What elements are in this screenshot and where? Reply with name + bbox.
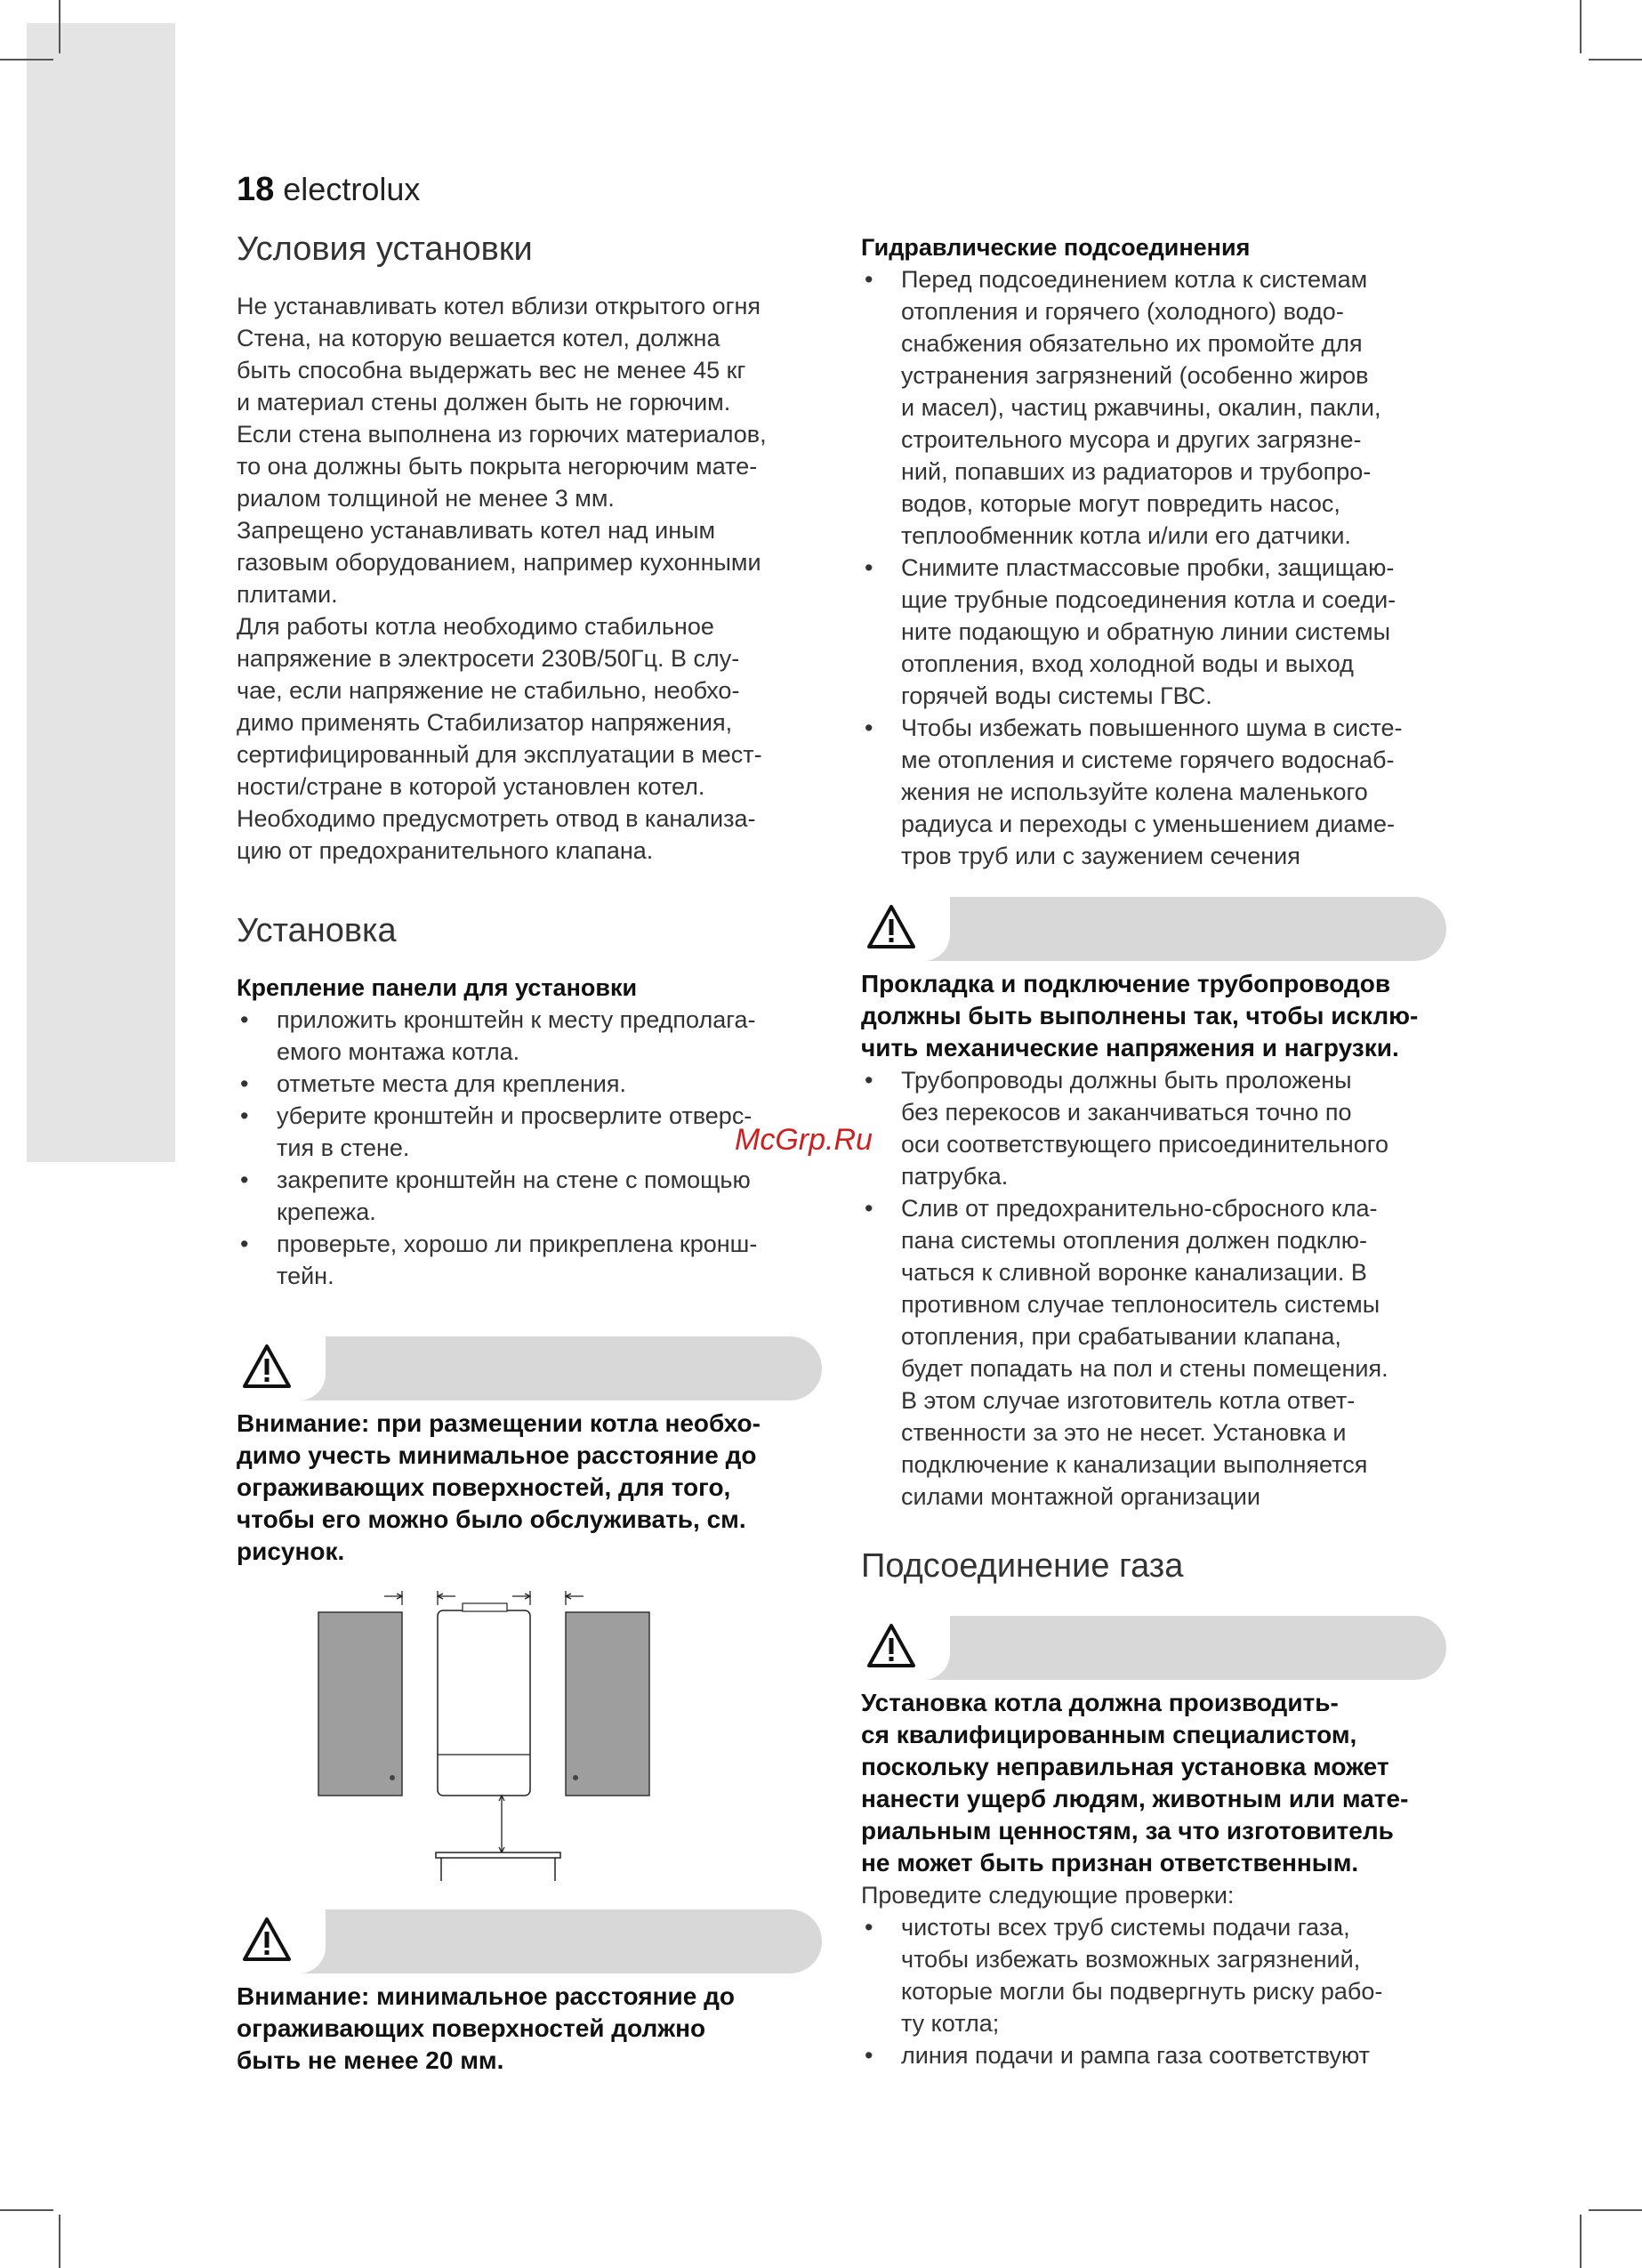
section-title: Подсоединение газа <box>861 1547 1184 1585</box>
conditions-text <box>237 290 824 867</box>
warning-bar <box>861 897 1446 961</box>
margin-bar <box>27 23 175 1162</box>
crop-mark <box>1589 2209 1642 2211</box>
hydraulic-steps <box>861 263 1448 872</box>
text-line: Необходимо предусмотреть отвод в канализа- <box>237 804 756 832</box>
section-hydraulic <box>861 231 1448 872</box>
text-line: ности/стране в которой установлен котел. <box>237 772 705 800</box>
text-line: и материал стены должен быть не горючим. <box>237 388 731 416</box>
text-line: Стена, на которую вешается котел, должна <box>237 324 720 351</box>
warning-icon <box>242 1917 292 1963</box>
warning-bar <box>237 1909 822 1973</box>
section-title: Условия установки <box>237 230 533 268</box>
warning-text: Прокладка и подключение трубопроводов должны быть выполнены так, чтобы исклю- чить механические напряжения и нагрузки. <box>861 970 1419 1061</box>
subsection-title: Гидравлические подсоединения <box>861 234 1251 261</box>
text-line: то она должны быть покрыта негорючим мате- <box>237 452 758 480</box>
pipes-steps <box>861 1064 1448 1513</box>
warning-icon <box>866 904 916 950</box>
text-line: цию от предохранительного клапана. <box>237 836 654 864</box>
text-line: Запрещено устанавливать котел над иным <box>237 516 716 544</box>
section-pipes <box>861 968 1448 1513</box>
warning-text: Установка котла должна производить- ся квалифицированным специалистом, поскольку неправильная установка может нанести ущерб людям, животным или мате- риальным ценностям, за что изготовитель не может быть признан ответственным. <box>861 1689 1409 1877</box>
warning-text: Внимание: при размещении котла необхо- димо учесть минимальное расстояние до ограживающих поверхностей, для того, чтобы его можно было обслуживать, см. рисунок. <box>237 1409 761 1565</box>
crop-mark <box>0 2209 53 2211</box>
list-item: • Трубопроводы должны быть проложены без перекосов и заканчиваться точно по оси соответствующего присоединительного патрубка. <box>861 1064 1448 1192</box>
watermark: McGrp.Ru <box>735 1123 873 1157</box>
brand-name: electrolux <box>283 171 421 207</box>
text-line: димо применять Стабилизатор напряжения, <box>237 708 733 736</box>
list-item: • проверьте, хорошо ли прикреплена кронш- тейн. <box>237 1228 824 1292</box>
list-item: • Перед подсоединением котла к системам отопления и горячего (холодного) водо- снабжения обязательно их промойте для устранения загрязнений (особенно жиров и масел), частиц ржавчины, окалин, пакли, строительного мусора и других загрязне- ний, попавших из радиаторов и трубопро- водов, которые могут повредить насос, теплообменник котла и/или его датчики. <box>861 263 1448 552</box>
crop-mark <box>59 0 60 53</box>
warning-text: Внимание: минимальное расстояние до ограживающих поверхностей должно быть не менее 20 мм. <box>237 1982 735 2074</box>
text-line: плитами. <box>237 580 338 608</box>
text-line: напряжение в электросети 230В/50Гц. В слу- <box>237 644 740 672</box>
wall-panel-right <box>566 1612 649 1796</box>
section-gas <box>861 1546 1448 1587</box>
list-item: • чистоты всех труб системы подачи газа, чтобы избежать возможных загрязнений, которые могли бы подвергнуть риску рабо- ту котла; <box>861 1911 1448 2039</box>
list-item: • уберите кронштейн и просверлите отверс- тия в стене. <box>237 1100 824 1164</box>
warning-icon <box>866 1623 916 1669</box>
boiler-outline <box>438 1603 530 1796</box>
crop-mark <box>1589 59 1642 61</box>
list-item: • Снимите пластмассовые пробки, защищаю- щие трубные подсоединения котла и соеди- ните подающую и обратную линии системы отопления, вход холодной воды и выход горячей воды системы ГВС. <box>861 552 1448 712</box>
warning-icon <box>242 1344 292 1390</box>
section-title: Установка <box>237 912 397 949</box>
text-line: Для работы котла необходимо стабильное <box>237 612 714 640</box>
page-header <box>237 171 420 209</box>
gas-checks <box>861 1911 1448 2071</box>
checks-intro: Проведите следующие проверки: <box>861 1882 1235 1909</box>
list-item: • линия подачи и рампа газа соответствуют <box>861 2039 1448 2071</box>
crop-mark <box>1580 0 1582 53</box>
section-installation <box>237 911 824 1292</box>
list-item: • отметьте места для крепления. <box>237 1068 824 1100</box>
subsection-title: Крепление панели для установки <box>237 973 638 1001</box>
floor-table <box>436 1852 560 1881</box>
list-item: • приложить кронштейн к месту предполага- емого монтажа котла. <box>237 1004 824 1068</box>
text-line: чае, если напряжение не стабильно, необхо- <box>237 676 740 704</box>
wall-panel-left <box>318 1612 402 1796</box>
text-line: быть способна выдержать вес не менее 45 кг <box>237 356 746 383</box>
crop-mark <box>59 2215 60 2268</box>
text-line: сертифицированный для эксплуатации в мест- <box>237 740 762 768</box>
text-line: риалом толщиной не менее 3 мм. <box>237 484 615 512</box>
page-number: 18 <box>237 171 275 208</box>
text-line: Не устанавливать котел вблизи открытого огня <box>237 292 761 319</box>
warning-bar <box>861 1616 1446 1680</box>
list-item: • закрепите кронштейн на стене с помощью крепежа. <box>237 1164 824 1228</box>
warning-bar <box>237 1336 822 1400</box>
crop-mark <box>1580 2215 1582 2268</box>
section-gas-body <box>861 1687 1448 2071</box>
crop-mark <box>0 59 53 61</box>
list-item: • Чтобы избежать повышенного шума в систе- ме отопления и системе горячего водоснаб- жения не используйте колена маленького радиуса и переходы с уменьшением диаме- тров труб или с заужением сечения <box>861 712 1448 872</box>
section-installation-conditions <box>237 230 824 867</box>
list-item: • Слив от предохранительно-сбросного кла- пана системы отопления должен подклю- чаться к сливной воронке канализации. В противном случае теплоноситель системы отопления, при срабатывании клапана, будет попадать на пол и стены помещения. В этом случае изготовитель котла ответ- ственности за это не несет. Установка и подключение к канализации выполняется силами монтажной организации <box>861 1192 1448 1513</box>
text-line: Если стена выполнена из горючих материалов, <box>237 420 767 448</box>
clearance-diagram <box>302 1584 658 1895</box>
text-line: газовым оборудованием, например кухонными <box>237 548 761 576</box>
